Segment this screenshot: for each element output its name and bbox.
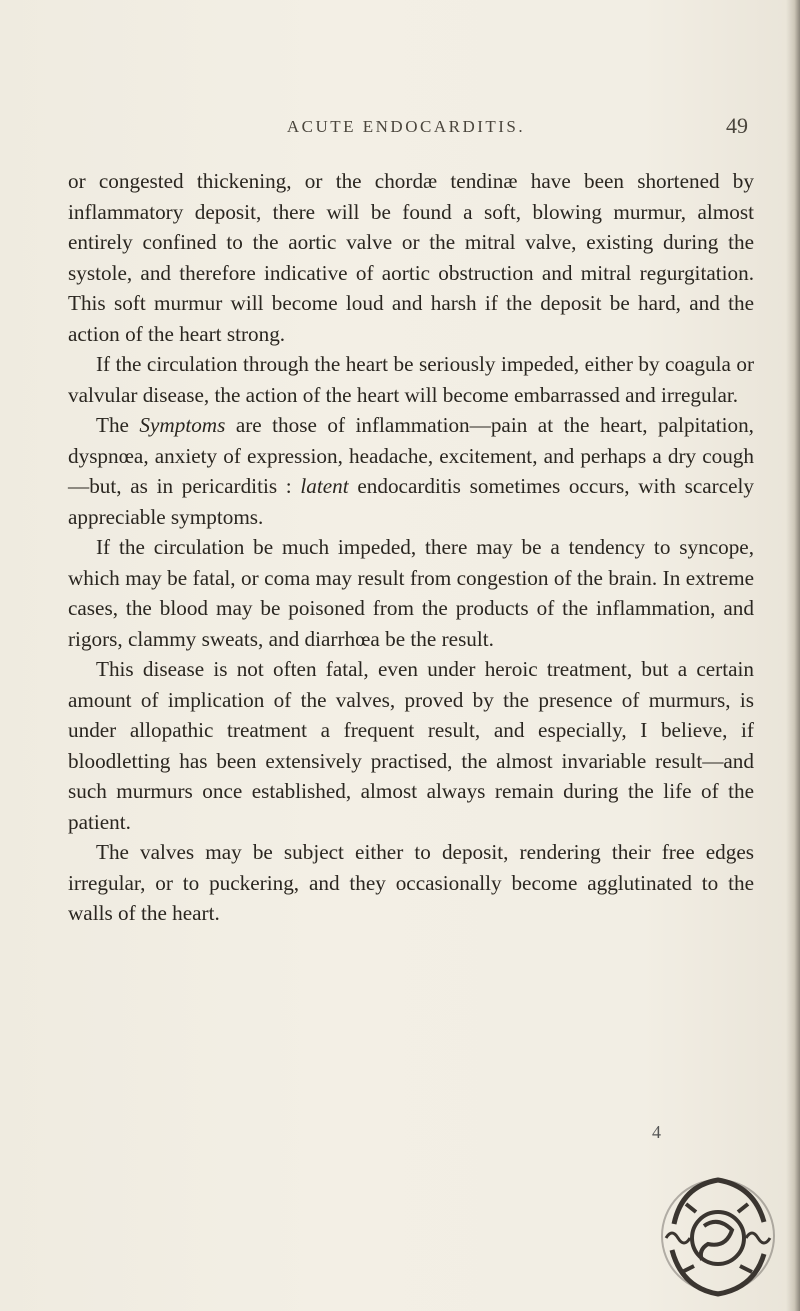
paragraph-1: or congested thickening, or the chordæ tendinæ have been shortened by inflammatory deposit, there will be found a soft, blowing murmur, almost entirely confined to the aortic valve or the mitral valve, existing during the systole, and therefore indicative of aortic obstruction and mitral regurgitation. This soft murmur will become loud and harsh if the deposit be hard, and the action of the heart strong. (68, 169, 754, 346)
running-title: ACUTE ENDOCARDITIS. (286, 117, 526, 136)
latent-italic: latent (300, 474, 349, 498)
library-stamp-icon (652, 1164, 782, 1304)
page-edge-shadow (786, 0, 800, 1311)
paragraph-4: If the circulation be much impeded, there may be a tendency to syncope, which may be fatal, or coma may result from congestion of the brain. In extreme cases, the blood may be poisoned from the products of the inflammation, and rigors, clammy sweats, and diarrhœa be the result. (68, 535, 754, 651)
symptoms-italic: Symptoms (139, 413, 226, 437)
signature-mark: 4 (652, 1122, 661, 1142)
paragraph-5: This disease is not often fatal, even under heroic treatment, but a certain amount of implication of the valves, proved by the presence of murmurs, is under allopathic treatment a frequent result, and especially, I believe, if bloodletting has been extensively practised, the almost invariable result—and such murmurs once established, almost always remain during the life of the patient. (68, 657, 754, 834)
page-header (0, 113, 800, 147)
page-number: 49 (726, 113, 748, 138)
paragraph-3 (68, 410, 754, 532)
paragraph-3-middle: are those of inflammation—pain at the heart, palpitation, dyspnœa, anxiety of expression, headache, excitement, and perhaps a dry cough—but, as in pericarditis : (68, 413, 754, 498)
paragraph-3-before: The (96, 413, 140, 437)
paragraph-6: The valves may be subject either to deposit, rendering their free edges irregular, or to puckering, and they occasionally become agglutinated to the walls of the heart. (68, 840, 754, 925)
paragraph-2: If the circulation through the heart be seriously impeded, either by coagula or valvular disease, the action of the heart will become embarrassed and irregular. (68, 352, 754, 407)
body-text (68, 166, 754, 929)
paragraph-3-after: endocarditis sometimes occurs, with scarcely appreciable symptoms. (68, 474, 754, 529)
